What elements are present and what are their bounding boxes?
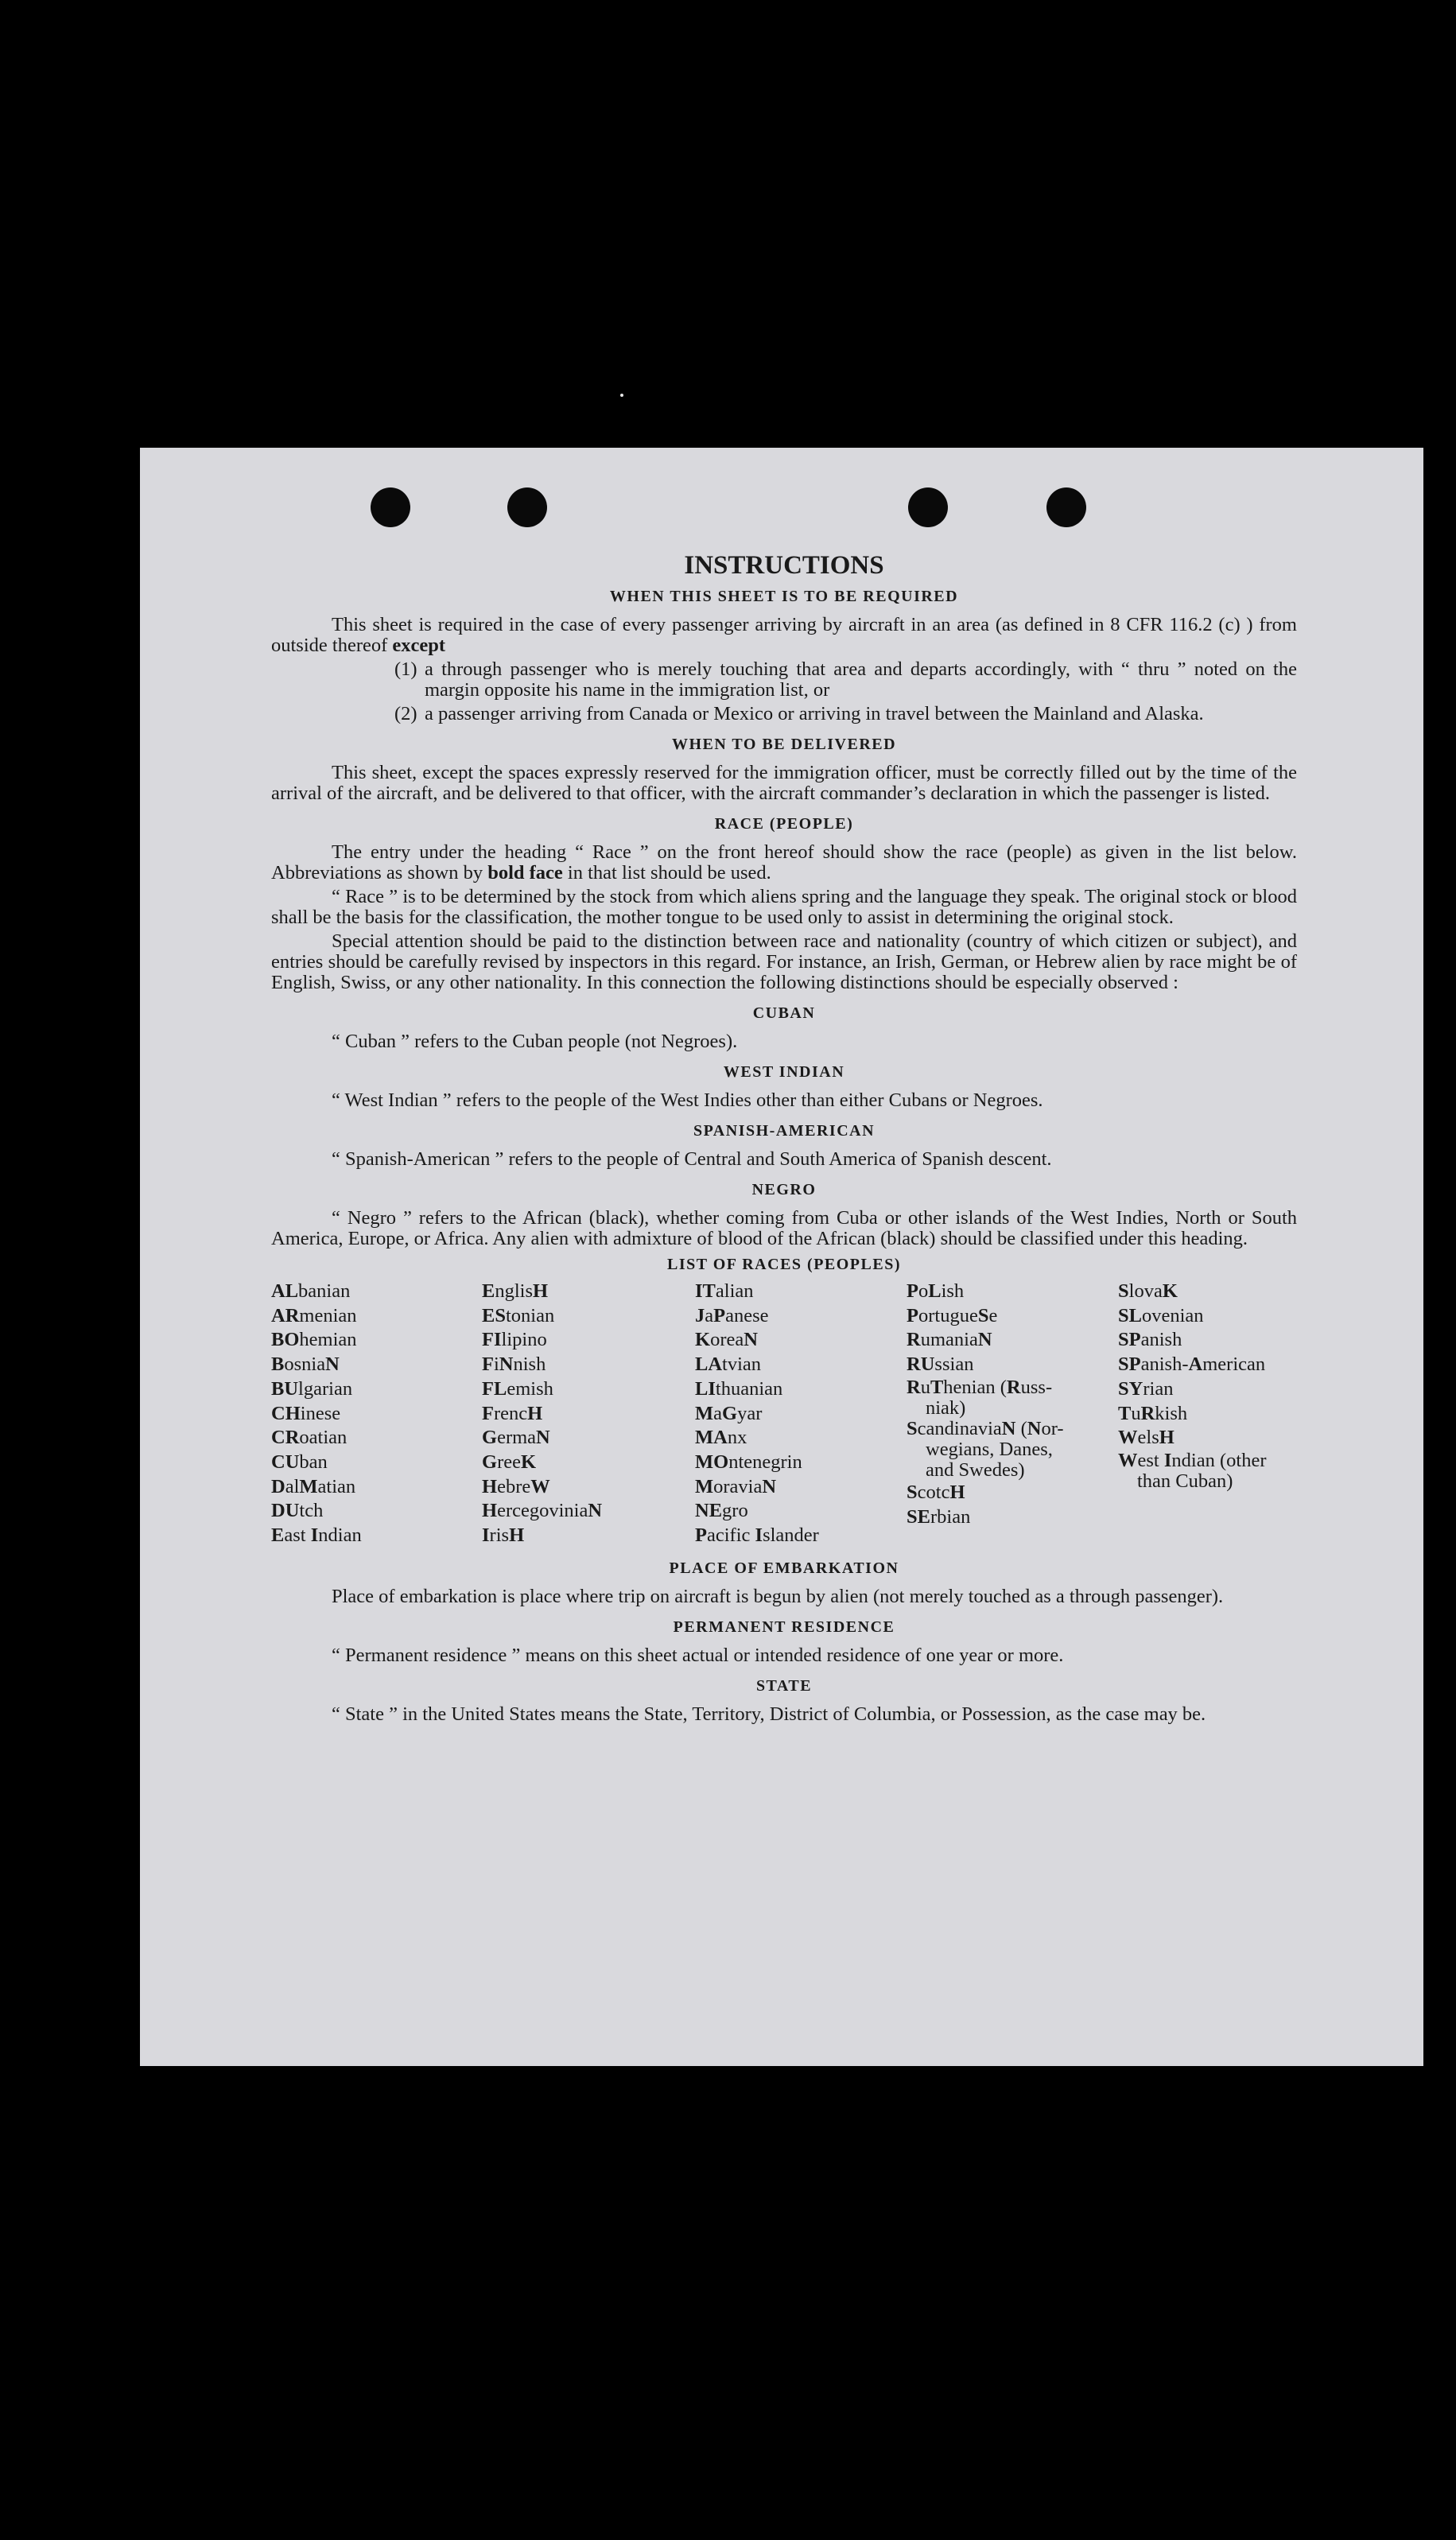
races-table <box>271 1280 1297 1548</box>
section-heading: PERMANENT RESIDENCE <box>673 1618 895 1636</box>
race-entry: RuThenian (Russ- <box>907 1376 1053 1398</box>
race-entry: GermaN <box>482 1427 550 1449</box>
punch-hole <box>908 487 948 527</box>
section-heading: STATE <box>755 1676 813 1695</box>
race-entry: niak) <box>926 1396 966 1419</box>
list-item: (2) a passenger arriving from Canada or Mexico or arriving in travel between the Mainland and Alaska. <box>394 703 1204 724</box>
race-entry: ITalian <box>695 1280 754 1302</box>
section-heading: WEST INDIAN <box>723 1063 845 1081</box>
section-heading: RACE (PEOPLE) <box>714 815 854 833</box>
list-item: (1) a through passenger who is merely touching that area and departs accordingly, with “ thru ” noted on the margin opposite his name in the immigration list, or <box>394 658 1297 701</box>
race-entry: IrisH <box>482 1524 525 1547</box>
race-entry: ScandinaviaN (Nor- <box>907 1417 1064 1439</box>
paragraph: Place of embarkation is place where trip on aircraft is begun by alien (not merely touched as a through passenger). <box>332 1585 1224 1607</box>
race-entry: FiNnish <box>482 1354 546 1376</box>
race-entry: CHinese <box>271 1402 341 1424</box>
race-entry: EnglisH <box>482 1280 549 1302</box>
race-entry: MAnx <box>695 1427 747 1449</box>
race-entry: BUlgarian <box>271 1377 353 1400</box>
race-entry: CUban <box>271 1451 328 1473</box>
race-entry: EStonian <box>482 1304 555 1326</box>
race-entry: MaGyar <box>695 1402 763 1424</box>
section-heading: CUBAN <box>752 1004 816 1022</box>
paragraph: Special attention should be paid to the distinction between race and nationality (country of which citizen or subject), and entries should be carefully revised by inspectors in this regard. For instance, an Irish, German, or Hebrew alien by race might be of English, Swiss, or any other nationality. In this connection the following distinctions should be especially observed : <box>271 930 1297 993</box>
race-entry: DUtch <box>271 1500 324 1522</box>
paragraph: “ Negro ” refers to the African (black), whether coming from Cuba or other islands of the West Indies, North or South America, Europe, or Africa. Any alien with admixture of blood of the African (black) should be classified under this heading. <box>271 1207 1297 1249</box>
race-entry: HebreW <box>482 1475 550 1497</box>
paragraph: This sheet is required in the case of every passenger arriving by aircraft in an area (as defined in 8 CFR 116.2 (c) ) from outside thereof except <box>271 614 1297 656</box>
section-heading: WHEN THIS SHEET IS TO BE REQUIRED <box>609 588 959 605</box>
race-entry: RUssian <box>907 1354 974 1376</box>
race-entry: NEgro <box>695 1500 748 1522</box>
race-entry: CRoatian <box>271 1427 347 1449</box>
punch-hole <box>507 487 547 527</box>
paragraph: “ State ” in the United States means the State, Territory, District of Columbia, or Possession, as the case may be. <box>332 1703 1206 1725</box>
races-column <box>907 1280 1118 1548</box>
dust-speck <box>620 394 623 397</box>
race-entry: JaPanese <box>695 1304 769 1326</box>
section-heading: WHEN TO BE DELIVERED <box>671 736 897 753</box>
race-entry: West Indian (other <box>1118 1449 1267 1471</box>
paragraph: “ Permanent residence ” means on this sheet actual or intended residence of one year or more. <box>332 1644 1064 1666</box>
race-entry: BOhemian <box>271 1329 357 1351</box>
instructions-body <box>271 551 1297 1728</box>
race-entry: than Cuban) <box>1137 1470 1233 1492</box>
paragraph: This sheet, except the spaces expressly reserved for the immigration officer, must be correctly filled out by the time of the arrival of the aircraft, and be delivered to that officer, with the aircraft commander’s declaration in which the passenger is listed. <box>271 762 1297 804</box>
race-entry: PortugueSe <box>907 1304 998 1326</box>
race-entry: SPanish-American <box>1118 1354 1266 1376</box>
page-title: INSTRUCTIONS <box>684 551 884 580</box>
race-entry: SlovaK <box>1118 1280 1178 1302</box>
race-entry: LIthuanian <box>695 1377 783 1400</box>
race-entry: East Indian <box>271 1524 362 1547</box>
races-column <box>695 1280 907 1548</box>
race-entry: RumaniaN <box>907 1329 992 1351</box>
race-entry: HercegoviniaN <box>482 1500 603 1522</box>
section-heading: PLACE OF EMBARKATION <box>669 1559 899 1577</box>
race-entry: ScotcH <box>907 1481 965 1503</box>
punch-hole <box>1046 487 1086 527</box>
race-entry: TuRkish <box>1118 1402 1188 1424</box>
race-entry: Pacific Islander <box>695 1524 819 1547</box>
race-entry: LAtvian <box>695 1354 762 1376</box>
section-heading: SPANISH-AMERICAN <box>693 1122 876 1140</box>
paragraph: The entry under the heading “ Race ” on the front hereof should show the race (people) as given in the list below. Abbreviations as shown by bold face in that list should be used. <box>271 841 1297 884</box>
race-entry: SErbian <box>907 1505 971 1528</box>
race-entry: SPanish <box>1118 1329 1182 1351</box>
race-entry: FIlipino <box>482 1329 547 1351</box>
document-page <box>140 448 1423 2066</box>
paragraph: “ West Indian ” refers to the people of the West Indies other than either Cubans or Negroes. <box>332 1089 1043 1111</box>
race-entry: DalMatian <box>271 1475 356 1497</box>
race-entry: MoraviaN <box>695 1475 777 1497</box>
race-entry: MOntenegrin <box>695 1451 802 1473</box>
race-entry: FrencH <box>482 1402 543 1424</box>
race-entry: SYrian <box>1118 1377 1174 1400</box>
races-column <box>271 1280 482 1548</box>
race-entry: ALbanian <box>271 1280 351 1302</box>
race-entry: SLovenian <box>1118 1304 1204 1326</box>
race-entry: GreeK <box>482 1451 537 1473</box>
race-entry: PoLish <box>907 1280 965 1302</box>
race-entry: and Swedes) <box>926 1458 1025 1481</box>
races-column <box>1118 1280 1297 1548</box>
paragraph: “ Race ” is to be determined by the stock from which aliens spring and the language they speak. The original stock or blood shall be the basis for the classification, the mother tongue to be used only to assist in determining the original stock. <box>271 886 1297 928</box>
race-entry: FLemish <box>482 1377 553 1400</box>
section-heading: NEGRO <box>751 1181 817 1198</box>
race-entry: WelsH <box>1118 1427 1175 1449</box>
race-entry: wegians, Danes, <box>926 1438 1053 1460</box>
races-column <box>482 1280 695 1548</box>
race-entry: BosniaN <box>271 1354 340 1376</box>
race-entry: KoreaN <box>695 1329 758 1351</box>
paragraph: “ Spanish-American ” refers to the people of Central and South America of Spanish descent. <box>332 1148 1052 1170</box>
punch-hole <box>371 487 410 527</box>
paragraph: “ Cuban ” refers to the Cuban people (not Negroes). <box>332 1031 738 1052</box>
section-heading: LIST OF RACES (PEOPLES) <box>666 1256 901 1273</box>
race-entry: ARmenian <box>271 1304 357 1326</box>
